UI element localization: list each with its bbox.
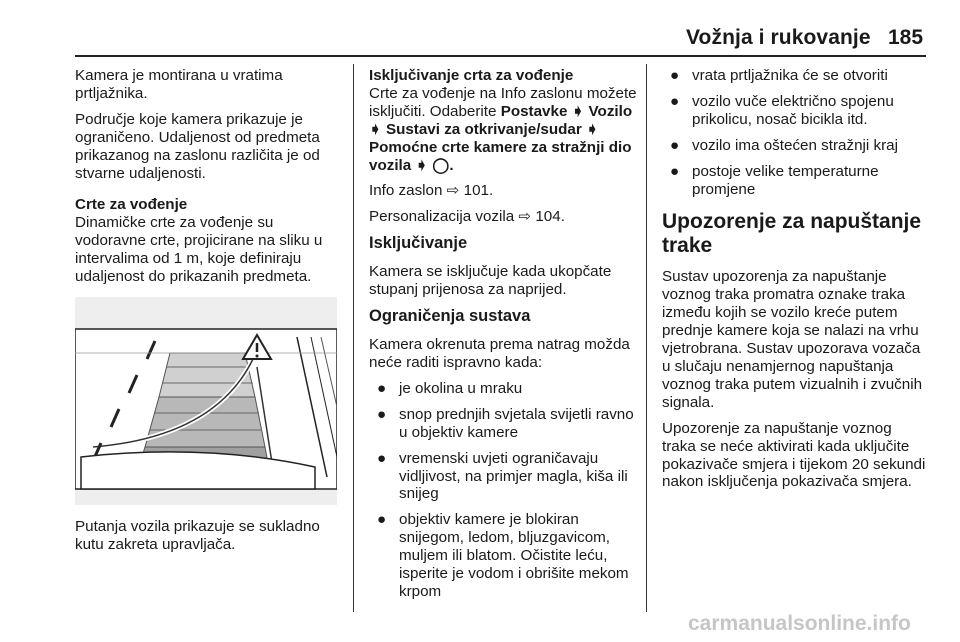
list-item: ● vremenski uvjeti ograničavaju vidljivost, na primjer magla, kiša ili snijeg (377, 449, 628, 503)
figure-caption: Putanja vozila prikazuje se sukladno kutu zakreta upravljača. (75, 518, 320, 553)
paragraph: Upozorenje za napuštanje voznog traka se neće aktivirati kada uključite pokazivače smjera i tijekom 20 sekundi nakon isključenja pokazivača smjera. (662, 419, 926, 491)
column-2 (369, 67, 639, 609)
bullet-icon: ● (377, 511, 387, 529)
settings-text: Crte za vođenje na Info zaslonu možete isključiti. Odaberite (369, 84, 637, 120)
settings-menu-path: Postavke ➧ Vozilo ➧ Sustavi za otkrivanje/sudar ➧ Pomoćne crte kamere za stražnji dio vozila ➧ (369, 102, 633, 174)
section-title: Vožnja i rukovanje (686, 26, 871, 49)
header-rule (75, 55, 926, 57)
paragraph: Kamera se isključuje kada ukopčate stupanj prijenosa za naprijed. (369, 263, 612, 299)
bullet-icon: ● (377, 379, 387, 397)
paragraph-settings-path (369, 85, 639, 175)
bullet-icon: ● (670, 67, 680, 84)
bullet-icon: ● (377, 405, 387, 423)
page-number: 185 (888, 26, 924, 49)
subheading-disable-guidelines: Isključivanje crta za vođenje (369, 67, 574, 84)
list-item: ● objektiv kamere je blokiran snijegom, ledom, bljuzgavicom, muljem ili blatom. Očistite leću, isperite je vodom i obrišite mekom krpom (377, 511, 629, 600)
bullet-icon: ● (670, 136, 680, 154)
figure-caption-block (75, 518, 343, 562)
limits-list-continued (662, 67, 926, 198)
paragraph: Dinamičke crte za vođenje su vodoravne crte, projicirane na sliku u intervalima od 1 m, koje definiraju udaljenost do prikazanih predmeta. (75, 214, 323, 286)
camera-display-graphic (75, 297, 337, 505)
bullet-icon: ● (377, 449, 387, 467)
subheading-guidelines: Crte za vođenje (75, 196, 188, 214)
paragraph: Kamera je montirana u vratima prtljažnika. (75, 67, 283, 102)
paragraph: Područje koje kamera prikazuje je ograničeno. Udaljenost od predmeta prikazanog na zaslonu različita je od stvarne udaljenosti. (75, 110, 320, 182)
list-item: ● je okolina u mraku (377, 379, 523, 397)
camera-guidelines-illustration (75, 297, 337, 505)
column-3 (662, 67, 926, 499)
list-item: ● vrata prtljažnika će se otvoriti (670, 67, 888, 84)
list-item: ● snop prednjih svjetala svijetli ravno u objektiv kamere (377, 405, 634, 441)
cross-reference: Info zaslon ⇨ 101. (369, 182, 494, 200)
column-divider-1 (353, 64, 354, 612)
heading-lane-departure: Upozorenje za napuštanje trake (662, 210, 922, 258)
cross-reference: Personalizacija vozila ⇨ 104. (369, 208, 565, 226)
list-item: ● vozilo ima oštećen stražnji kraj (670, 136, 898, 154)
heading-disable: Isključivanje (369, 234, 468, 253)
paragraph: Sustav upozorenja za napuštanje voznog traka promatra oznake traka između kojih se vozilo kreće putem prednje kamere koja se nalazi na vrhu vjetrobrana. Sustav upozorava vozača u slučaju nenamjernog napuštanja voznog traka putem vizualnih i zvučnih signala. (662, 268, 923, 411)
settings-path-end: ◯. (432, 156, 454, 174)
bullet-icon: ● (670, 92, 680, 110)
list-item: ● postoje velike temperaturne promjene (670, 162, 879, 198)
heading-system-limits: Ograničenja sustava (369, 307, 531, 326)
watermark: carmanualsonline.info (688, 612, 911, 635)
paragraph: Kamera okrenuta prema natrag možda neće raditi ispravno kada: (369, 336, 630, 371)
list-item: ● vozilo vuče električno spojenu prikolicu, nosač bicikla itd. (670, 92, 894, 128)
bullet-icon: ● (670, 162, 680, 180)
limits-list (369, 380, 639, 601)
column-divider-2 (646, 64, 647, 612)
column-1 (75, 67, 343, 294)
